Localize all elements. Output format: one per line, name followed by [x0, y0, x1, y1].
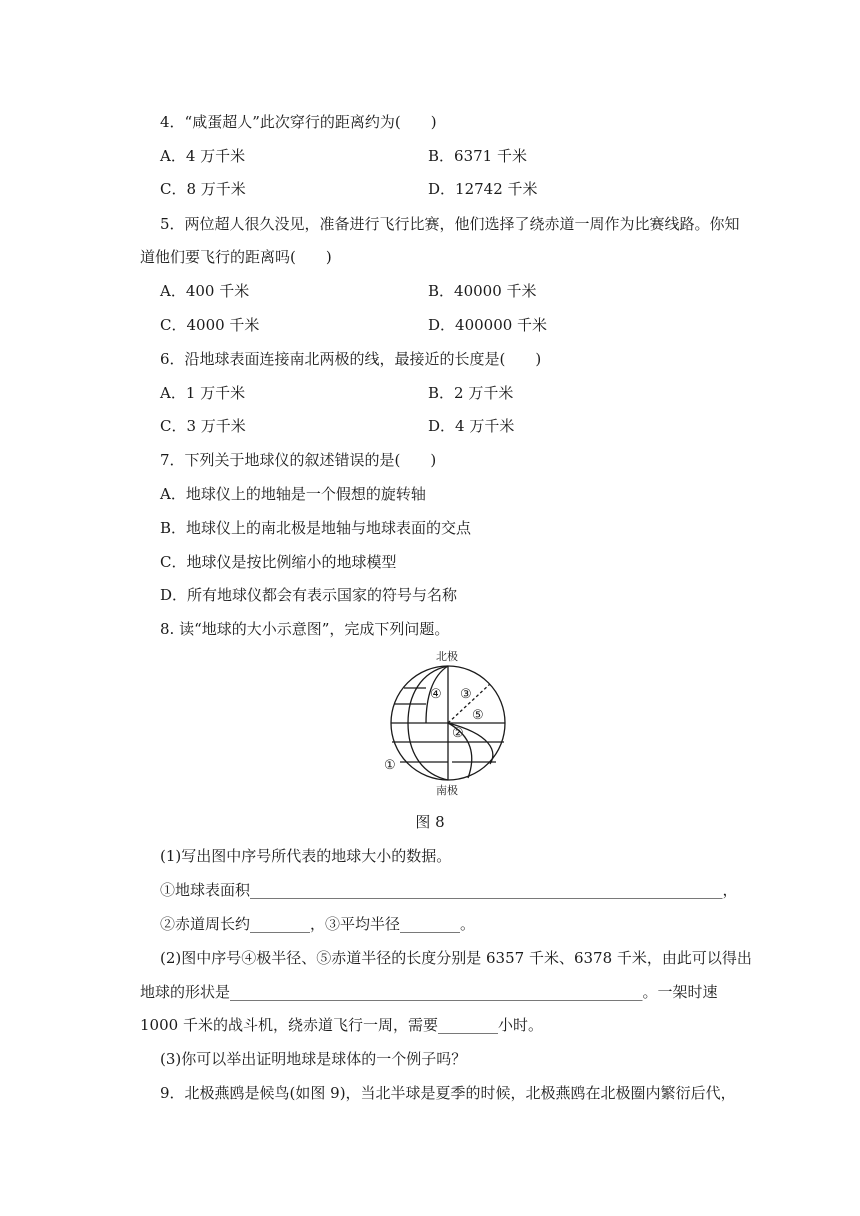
q5-stem-line2: 道他们要飞行的距离吗( ) — [140, 248, 332, 266]
q6-stem: 6．沿地球表面连接南北两极的线，最接近的长度是( ) — [160, 350, 542, 368]
mark-2: ② — [452, 726, 464, 741]
q8-part2-line3: 1000 千米的战斗机，绕赤道飞行一周，需要________小时。 — [140, 1016, 543, 1034]
q5-option-a: A．400 千米 — [160, 282, 250, 300]
q6-option-a: A．1 万千米 — [160, 384, 246, 402]
q7-stem: 7．下列关于地球仪的叙述错误的是( ) — [160, 451, 437, 469]
q6-option-b: B．2 万千米 — [428, 384, 514, 402]
q8-part1-title: (1)写出图中序号所代表的地球大小的数据。 — [160, 847, 452, 865]
q7-option-b: B．地球仪上的南北极是地轴与地球表面的交点 — [160, 519, 472, 537]
q8-part2-line1: (2)图中序号④极半径、⑤赤道半径的长度分别是 6357 千米、6378 千米，由此可以得出 — [160, 949, 752, 967]
figure-caption: 图 8 — [415, 813, 445, 831]
q7-option-d: D．所有地球仪都会有表示国家的符号与名称 — [160, 586, 458, 604]
q4-option-a: A．4 万千米 — [160, 147, 246, 165]
q8-part3: (3)你可以举出证明地球是球体的一个例子吗？ — [160, 1050, 467, 1068]
q5-option-c: C．4000 千米 — [160, 316, 260, 334]
q7-option-c: C．地球仪是按比例缩小的地球模型 — [160, 553, 397, 571]
q7-option-a: A．地球仪上的地轴是一个假想的旋转轴 — [160, 485, 426, 503]
q5-option-d: D．400000 千米 — [428, 316, 548, 334]
mark-5: ⑤ — [472, 708, 484, 723]
q8-part1-line2: ②赤道周长约________，③平均半径________。 — [160, 915, 476, 933]
earth-size-diagram — [380, 646, 520, 796]
mark-3: ③ — [460, 687, 472, 702]
q4-option-c: C．8 万千米 — [160, 180, 246, 198]
q9-stem-line1: 9．北极燕鸥是候鸟(如图 9)，当北半球是夏季的时候，北极燕鸥在北极圈内繁衍后代， — [160, 1084, 736, 1102]
q6-option-c: C．3 万千米 — [160, 417, 246, 435]
q4-option-b: B．6371 千米 — [428, 147, 527, 165]
q8-part1-line1: ①地球表面积_______________________________________________________________， — [160, 881, 738, 899]
q5-stem-line1: 5．两位超人很久没见，准备进行飞行比赛，他们选择了绕赤道一周作为比赛线路。你知 — [160, 215, 740, 233]
mark-4: ④ — [430, 687, 442, 702]
q4-stem: 4．“咸蛋超人”此次穿行的距离约为( ) — [160, 113, 437, 131]
q6-option-d: D．4 万千米 — [428, 417, 515, 435]
q5-option-b: B．40000 千米 — [428, 282, 537, 300]
mark-1: ① — [384, 758, 396, 773]
q4-option-d: D．12742 千米 — [428, 180, 538, 198]
q8-part2-line2: 地球的形状是_______________________________________________________。一架时速 — [140, 983, 718, 1001]
north-pole-label: 北极 — [436, 650, 458, 663]
q8-stem: 8. 读“地球的大小示意图”，完成下列问题。 — [160, 620, 450, 638]
south-pole-label: 南极 — [436, 784, 458, 796]
